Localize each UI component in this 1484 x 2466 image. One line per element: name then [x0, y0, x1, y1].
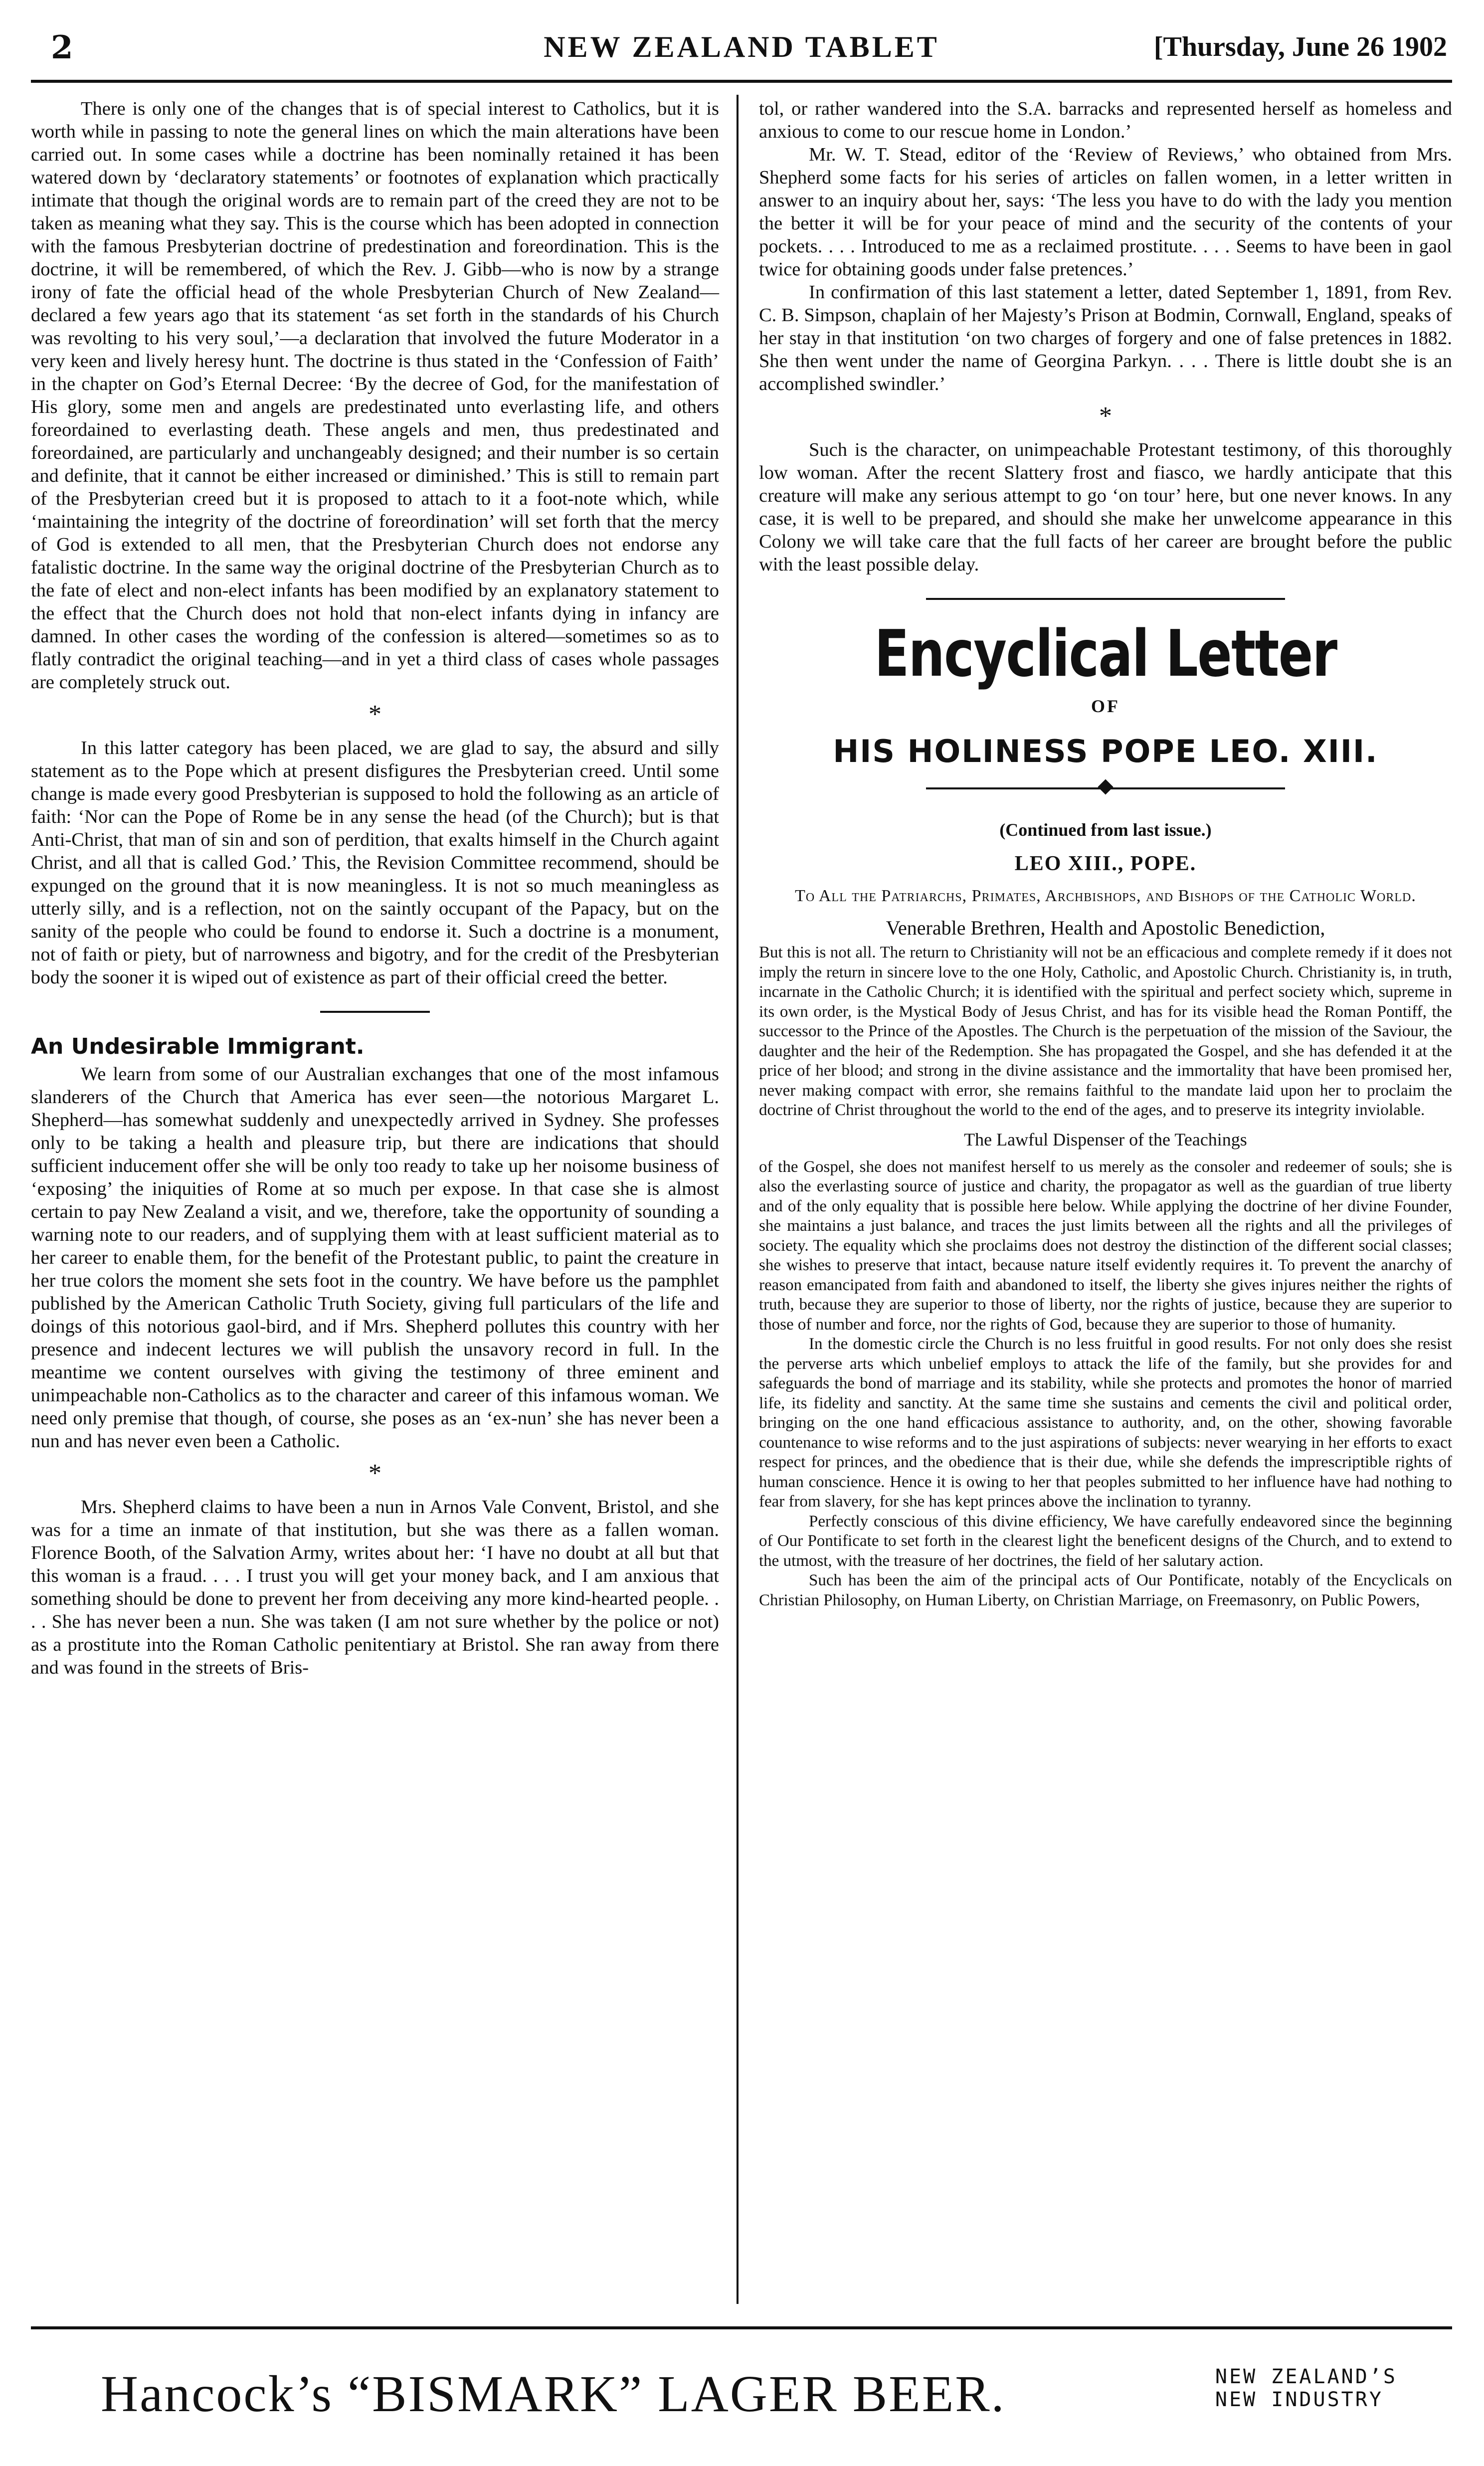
continued-note: (Continued from last issue.): [999, 820, 1212, 840]
masthead: [31, 20, 1452, 83]
article-heading: An Undesirable Immigrant.: [31, 1034, 365, 1059]
article-paragraph: Mr. W. T. Stead, editor of the ‘Review of Reviews,’ who obtained from Mrs. Shepherd some facts for his series of articles on fallen women, in a letter written in answer to an inquiry about her, says: ‘The less you have to do with the lady you mention the better it will be for your peace of mind and the security of the contents of your pockets. . . . Introduced to me as a reclaimed prostitute. . . . Seems to have been in gaol twice for obtaining goods under false pretences.’: [759, 144, 1452, 280]
left-column: [31, 97, 719, 1679]
pope-heading: LEO XIII., POPE.: [1014, 852, 1197, 875]
newspaper-title: NEW ZEALAND TABLET: [544, 30, 939, 63]
encyclical-paragraph: Such has been the aim of the principal acts of Our Pontificate, notably of the Encyclicals on Christian Philosophy, on Human Liberty, on Christian Marriage, on Freemasonry, on Public Powers,: [759, 1571, 1452, 1609]
encyclical-paragraph: But this is not all. The return to Christianity will not be an efficacious and complete remedy if it does not imply the return in sincere love to the one Holy, Catholic, and Apostolic Church. Christianity is, in truth, incarnate in the Catholic Church; it is identified with the spiritual and perfect society which, supreme in its own order, is the Mystical Body of Jesus Christ, and has for its visible head the Roman Pontiff, the successor to the Prince of the Apostles. The Church is the perpetuation of the mission of the Saviour, the daughter and the heir of the Redemption. She has propagated the Gospel, and she has defended it at the price of her blood; and strong in the divine assistance and the immortality that have been promised her, never making compact with error, she remains faithful to the mandate laid upon her to proclaim the doctrine of Christ throughout the world to the end of the ages, and to preserve its integrity inviolable.: [759, 944, 1452, 1119]
section-star: *: [1099, 402, 1112, 430]
issue-date: [Thursday, June 26 1902: [1153, 31, 1447, 62]
encyclical-top-rule: [926, 598, 1285, 600]
encyclical-title: Encyclical Letter: [874, 617, 1337, 691]
encyclical-paragraph: Perfectly conscious of this divine efficiency, We have carefully endeavored since the beginning of Our Pontificate to set forth in the clearest light the beneficent designs of the Church, and to extend to the utmost, with the treasure of her doctrines, the field of her salutary action.: [759, 1512, 1452, 1570]
section-star: *: [369, 700, 381, 729]
encyclical-subhead: The Lawful Dispenser of the Teachings: [964, 1129, 1247, 1149]
address-line: To All the Patriarchs, Primates, Archbishops, and Bishops of the Catholic World.: [795, 887, 1416, 905]
article-paragraph: In this latter category has been placed, we are glad to say, the absurd and silly statement as to the Pope which at present disfigures the Presbyterian creed. Until some change is made every good Presbyterian is supposed to hold the following as an article of faith: ‘Nor can the Pope of Rome be in any sense the head (of the Church); but is that Anti-Christ, that man of sin and son of perdition, that exalts himself in the Church againt Christ, and all that is called God.’ This, the Revision Committee recommend, should be expunged on the ground that it is now meaningless. It is not so much meaningless as utterly silly, and is a reflection, not on the saintly occupant of the Papacy, but on the sanity of the people who could be found to endorse it. Such a doctrine is a monument, not of faith or piety, but of narrowness and bigotry, and for the credit of the Presbyterian body the sooner it is wiped out of existence as part of their official creed the better.: [31, 738, 719, 988]
article-paragraph: In confirmation of this last statement a letter, dated September 1, 1891, from Rev. C. B. Simpson, chaplain of her Majesty’s Prison at Bodmin, Cornwall, England, speaks of her stay in that institution ‘on two charges of forgery and one of false pretences in 1882. She then went under the name of Georgina Parkyn. . . . There is little doubt she is an accomplished swindler.’: [759, 282, 1452, 394]
encyclical-paragraph: of the Gospel, she does not manifest herself to us merely as the consoler and redeemer of souls; she is also the everlasting source of justice and charity, the propagator as well as the guardian of true liberty and of the only equality that is possible here below. While applying the doctrine of her divine Founder, she maintains a just balance, and traces the just limits between all the rights and all the privileges of society. The equality which she proclaims does not destroy the distinction of the different social classes; she wishes to preserve that intact, because nature itself evidently requires it. To prevent the anarchy of reason emancipated from faith and abandoned to itself, the liberty she gives injures neither the rights of truth, because they are superior to those of liberty, nor the rights of justice, because they are superior to those of number and force, nor the rights of God, because they are superior to those of humanity.: [759, 1157, 1452, 1333]
article-paragraph: Such is the character, on unimpeachable Protestant testimony, of this thoroughly low woman. After the recent Slattery frost and fiasco, we hardly anticipate that this creature will make any serious attempt to go ‘on tour’ here, but one never knows. In any case, it is well to be prepared, and should she make her unwelcome appearance in this Colony we will take care that the full facts of her career are brought before the public with the least possible delay.: [759, 439, 1452, 575]
article-paragraph: tol, or rather wandered into the S.A. barracks and represented herself as homeless and anxious to come to our rescue home in London.’: [759, 98, 1452, 142]
encyclical-paragraph: In the domestic circle the Church is no less fruitful in good results. For not only does she resist the perverse arts which unbelief employs to attack the life of the family, but she provides for and safeguards the bond of marriage and its stability, while she protects and promotes the honor of married life, its fidelity and sanctity. At the same time she sustains and cements the civil and political order, bringing on the one hand efficacious assistance to authority, and, on the other, showing favorable countenance to wise reforms and to the just aspirations of subjects: never wearying in her efforts to exact respect for princes, and the obedience that is their due, while she defends the imprescriptible rights of human conscience. Hence it is owing to her that peoples submitted to her influence have had nothing to fear from slavery, for she has kept princes above the inclination to tyranny.: [759, 1335, 1452, 1511]
benediction-line: Venerable Brethren, Health and Apostolic Benediction,: [886, 917, 1325, 939]
article-paragraph: Mrs. Shepherd claims to have been a nun in Arnos Vale Convent, Bristol, and she was for a time an inmate of that institution, but she was there as a fallen woman. Florence Booth, of the Salvation Army, writes about her: ‘I have no doubt at all but that this woman is a fraud. . . . I trust you will get your money back, and I am anxious that something should be done to prevent her from deceiving any more kind-hearted people. . . . She has never been a nun. She was taken (I am not sure whether by the police or not) as a prostitute into the Roman Catholic penitentiary at Bristol. She ran away from there and was found in the streets of Bris-: [31, 1497, 719, 1678]
section-rule: [320, 1011, 430, 1013]
encyclical-subtitle: HIS HOLINESS POPE LEO. XIII.: [833, 733, 1378, 769]
diamond-ornament-icon: [1098, 779, 1113, 794]
section-star: *: [369, 1459, 381, 1488]
encyclical-ornament-rule: [926, 787, 1285, 789]
article-paragraph: There is only one of the changes that is of special interest to Catholics, but it is worth while in passing to note the general lines on which the main alterations have been carried out. In some cases while a doctrine has been nominally retained it has been watered down by ‘declaratory statements’ or footnotes of explanation which practically intimate that though the original words are to remain part of the creed they are not to be taken as meaning what they say. This is the course which has been adopted in connection with the famous Presbyterian doctrine of predestination and foreordination. This is the doctrine, it will be remembered, of which the Rev. J. Gibb—who is now by a strange irony of fate the official head of the whole Presbyterian Church of New Zealand—declared a few years ago that its statement ‘as set forth in the standards of his Church was revolting to his very soul,’—a declaration that involved the future Moderator in a very keen and lively heresy hunt. The doctrine is thus stated in the ‘Confession of Faith’ in the chapter on God’s Eternal Decree: ‘By the decree of God, for the manifestation of His glory, some men and angels are predestinated unto everlasting life, and others foreordained to everlasting death. These angels and men, thus predestinated and foreordained, are particularly and unchangeably designed; and their number is so certain and definite, that it cannot be either increased or diminished.’ This is still to remain part of the Presbyterian creed but it is proposed to attach to it a foot-note which, while ‘maintaining the integrity of the doctrine of foreordination’ will set forth that the mercy of God is extended to all men, that the Presbyterian Church does not endorse any fatalistic doctrine. In the same way the original doctrine of the Presbyterian Church as to the fate of elect and non-elect infants has been modified by an explanatory statement to the effect that the Church does not hold that non-elect infants dying in infancy are damned. In other cases the wording of the confession is altered—sometimes so as to flatly contradict the original teaching—and in yet a third class of cases whole passages are completely struck out.: [31, 98, 719, 693]
right-column: [759, 97, 1452, 1610]
newspaper-page: [31, 20, 1452, 2454]
column-divider: [737, 95, 739, 2304]
page-number: 2: [51, 29, 73, 66]
advert-text: Hancock’s “BISMARK” LAGER BEER.: [101, 2365, 1006, 2423]
encyclical-of: OF: [1091, 696, 1120, 716]
advert-tagline: NEW ZEALAND’S NEW INDUSTRY: [1215, 2365, 1397, 2411]
article-paragraph: We learn from some of our Australian exchanges that one of the most infamous slanderers of the Church that America has ever seen—the notorious Margaret L. Shepherd—has somewhat suddenly and unexpectedly arrived in Sydney. She professes only to be taking a health and pleasure trip, but there are indications that should sufficient inducement offer she will be only too ready to take up her noisome business of ‘exposing’ the iniquities of Rome at so much per expose. In that case she is almost certain to pay New Zealand a visit, and we, therefore, take the opportunity of sounding a warning note to our readers, and of supplying them with at least sufficient material as to her career to enable them, for the benefit of the Protestant public, to paint the creature in her true colors the moment she sets foot in the country. We have before us the pamphlet published by the American Catholic Truth Society, giving full particulars of the life and doings of this notorious gaol-bird, and if Mrs. Shepherd pollutes this country with her presence and indecent lectures we will publish the unsavory record in full. In the meantime we content ourselves with giving the testimony of three eminent and unimpeachable non-Catholics as to the character and career of this infamous woman. We need only premise that though, of course, she poses as an ‘ex-nun’ she has never been a nun and has never even been a Catholic.: [31, 1064, 719, 1452]
footer-advert: [31, 2326, 1452, 2454]
